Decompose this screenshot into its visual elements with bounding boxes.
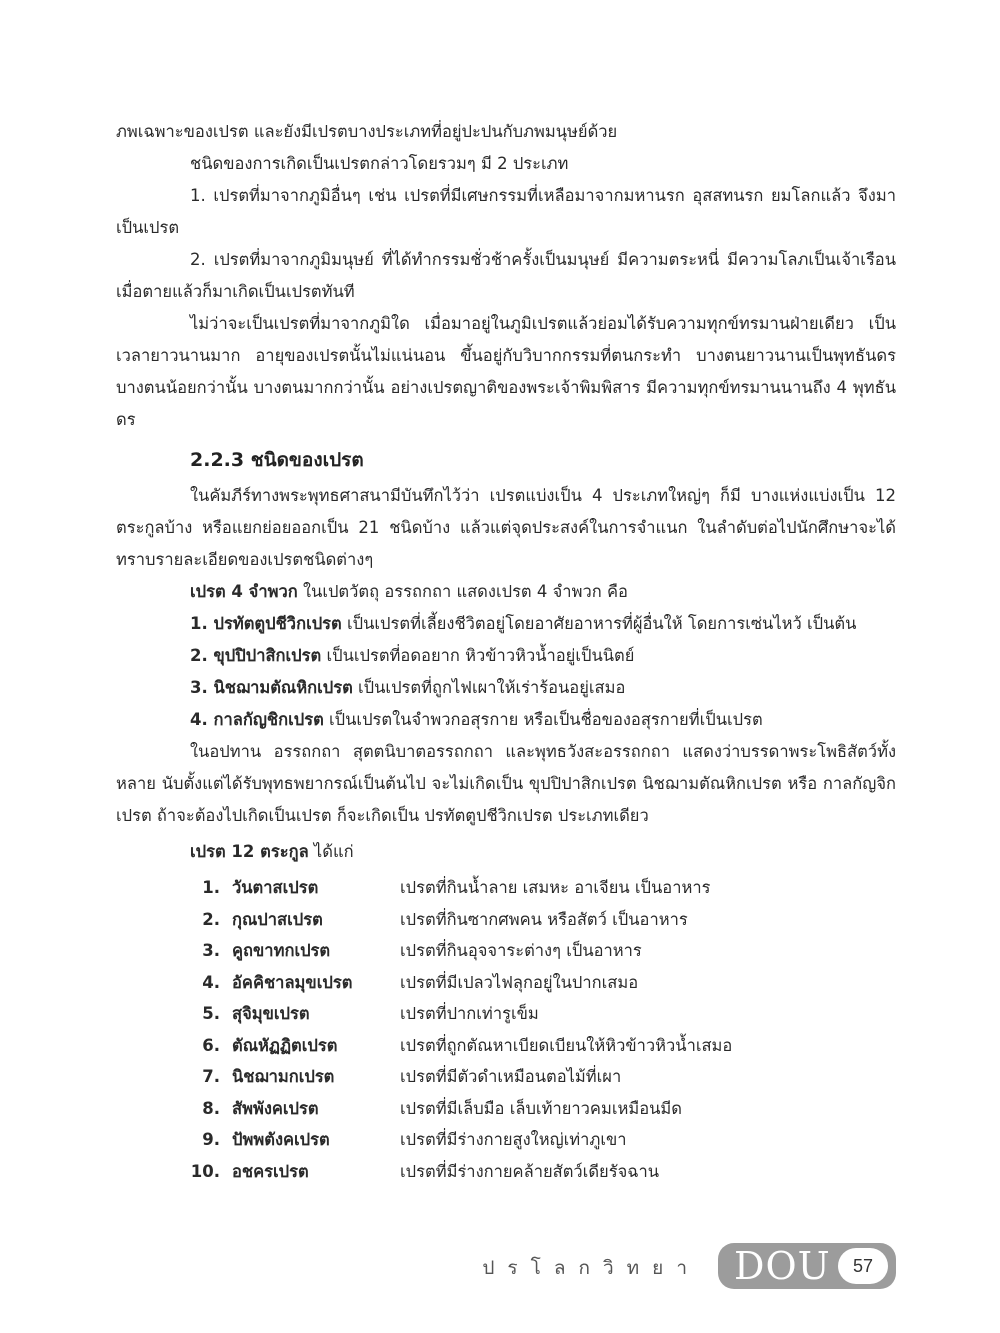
paragraph-type-2: 2. เปรตที่มาจากภูมิมนุษย์ ที่ได้ทำกรรมชั่วช้าครั้งเป็นมนุษย์ มีความตระหนี่ มีความโลภเป็นเจ้าเรือน เมื่อตายแล้วก็มาเกิดเป็นเปรตทันที — [116, 250, 896, 301]
four-group-item — [116, 640, 896, 672]
list-item — [116, 998, 896, 1030]
list-item — [116, 1124, 896, 1156]
item-number: 10. — [190, 1161, 220, 1181]
item-name: คูถขาทกเปรต — [232, 941, 331, 960]
paragraph-apadana: ในอปทาน อรรถกถา สุตตนิบาตอรรถกถา และพุทธวังสะอรรถกถา แสดงว่าบรรดาพระโพธิสัตว์ทั้งหลาย นับตั้งแต่ได้รับพุทธพยากรณ์เป็นต้นไป จะไม่เกิดเป็น ขุปปิปาสิกเปรต นิชฌามตัณหิกเปรต หรือ กาลกัญจิกเปรต ถ้าจะต้องไปเกิดเป็นเปรต ก็จะเกิดเป็น ปรทัตตูปชีวิกเปรต ประเภทเดียว — [116, 742, 896, 825]
four-group-item-title: 2. ขุปปิปาสิกเปรต — [190, 646, 322, 665]
item-description: เปรตที่กินซากศพคน หรือสัตว์ เป็นอาหาร — [400, 909, 688, 929]
item-name: สุจิมุขเปรต — [232, 1004, 310, 1023]
item-number: 9. — [202, 1130, 220, 1149]
item-description: เปรตที่มีตัวดำเหมือนตอไม้ที่เผา — [400, 1067, 622, 1086]
list-item — [116, 1156, 896, 1188]
list-item — [116, 904, 896, 936]
paragraph-suffering: ไม่ว่าจะเป็นเปรตที่มาจากภูมิใด เมื่อมาอยู่ในภูมิเปรตแล้วย่อมได้รับความทุกข์ทรมานฝ่ายเดียว เป็นเวลายาวนานมาก อายุของเปรตนั้นไม่แน่นอน ขึ้นอยู่กับวิบากกรรมที่ตนกระทำ บางตนยาวนานเป็นพุทธันดร บางตนน้อยกว่านั้น บางตนมากกว่านั้น อย่างเปรตญาติของพระเจ้าพิมพิสาร มีความทุกข์ทรมานนานถึง 4 พุทธันดร — [116, 314, 896, 429]
item-number: 8. — [202, 1098, 220, 1118]
item-number: 1. — [202, 878, 220, 897]
item-description: เปรตที่กินอุจจาระต่างๆ เป็นอาหาร — [400, 941, 642, 960]
item-number: 3. — [202, 941, 220, 960]
four-group-item-text: เป็นเปรตในจำพวกอสุรกาย หรือเป็นชื่อของอสุรกายที่เป็นเปรต — [323, 710, 763, 729]
item-name: ปัพพตังคเปรต — [232, 1130, 330, 1149]
four-group-item-text: เป็นเปรตที่เลี้ยงชีวิตอยู่โดยอาศัยอาหารที่ผู้อื่นให้ โดยการเซ่นไหว้ เป็นต้น — [341, 614, 857, 633]
item-description: เปรตที่มีเปลวไฟลุกอยู่ในปากเสมอ — [400, 972, 639, 992]
item-name: กุณปาสเปรต — [232, 909, 323, 929]
item-name: วันตาสเปรต — [232, 878, 319, 897]
item-description: เปรตที่มีร่างกายสูงใหญ่เท่าภูเขา — [400, 1130, 627, 1149]
list-item — [116, 1061, 896, 1093]
page-number: 57 — [838, 1248, 888, 1284]
paragraph-continuation: ภพเฉพาะของเปรต และยังมีเปรตบางประเภทที่อยู่ปะปนกับภพมนุษย์ด้วย — [116, 122, 618, 141]
four-group-item-title: 3. นิชฌามตัณหิกเปรต — [190, 678, 353, 697]
four-groups-lead-rest: ในเปตวัตถุ อรรถกถา แสดงเปรต 4 จำพวก คือ — [297, 582, 628, 601]
paragraph-section-intro: ในคัมภีร์ทางพระพุทธศาสนามีบันทึกไว้ว่า เปรตแบ่งเป็น 4 ประเภทใหญ่ๆ ก็มี บางแห่งแบ่งเป็น 12 ตระกูลบ้าง หรือแยกย่อยออกเป็น 21 ชนิดบ้าง แล้วแต่จุดประสงค์ในการจำแนก ในลำดับต่อไปนักศึกษาจะได้ทราบรายละเอียดของเปรตชนิดต่างๆ — [116, 486, 896, 569]
page-badge — [718, 1243, 896, 1289]
four-group-item-title: 1. ปรทัตตูปชีวิกเปรต — [190, 614, 342, 633]
four-groups-lead-bold: เปรต 4 จำพวก — [190, 582, 298, 601]
item-number: 5. — [202, 1004, 220, 1023]
section-heading: 2.2.3 ชนิดของเปรต — [190, 449, 364, 471]
four-groups-lead — [116, 576, 896, 608]
four-group-item-title: 4. กาลกัญชิกเปรต — [190, 710, 324, 729]
list-item — [116, 872, 896, 904]
paragraph-types-intro: ชนิดของการเกิดเป็นเปรตกล่าวโดยรวมๆ มี 2 ประเภท — [190, 154, 569, 173]
list-item — [116, 967, 896, 999]
twelve-clans-lead — [116, 836, 896, 868]
four-group-item-text: เป็นเปรตที่อดอยาก หิวข้าวหิวน้ำอยู่เป็นนิตย์ — [321, 646, 635, 665]
item-description: เปรตที่ถูกตัณหาเบียดเบียนให้หิวข้าวหิวน้ำเสมอ — [400, 1035, 733, 1055]
dou-logo: DOU — [734, 1244, 831, 1288]
item-description: เปรตที่ปากเท่ารูเข็ม — [400, 1004, 539, 1023]
twelve-clans-lead-rest: ได้แก่ — [308, 842, 354, 861]
list-item — [116, 1030, 896, 1062]
item-number: 2. — [202, 909, 220, 929]
four-group-item — [116, 704, 896, 736]
four-group-item-text: เป็นเปรตที่ถูกไฟเผาให้เร่าร้อนอยู่เสมอ — [352, 678, 626, 697]
item-description: เปรตที่มีเล็บมือ เล็บเท้ายาวคมเหมือนมีด — [400, 1098, 682, 1118]
paragraph-type-1: 1. เปรตที่มาจากภูมิอื่นๆ เช่น เปรตที่มีเศษกรรมที่เหลือมาจากมหานรก อุสสทนรก ยมโลกแล้ว จึงมาเป็นเปรต — [116, 186, 896, 237]
body-text — [116, 116, 896, 1187]
item-name: อชครเปรต — [232, 1161, 309, 1181]
page-footer — [0, 1243, 1000, 1293]
list-item — [116, 935, 896, 967]
item-description: เปรตที่กินน้ำลาย เสมหะ อาเจียน เป็นอาหาร — [400, 878, 711, 897]
twelve-clans-list — [116, 872, 896, 1187]
item-number: 7. — [202, 1067, 220, 1086]
item-name: ตัณหัฏฏิตเปรต — [232, 1035, 338, 1055]
list-item — [116, 1093, 896, 1125]
item-number: 6. — [202, 1035, 220, 1055]
item-name: อัคคิชาลมุขเปรต — [232, 972, 353, 992]
item-name: นิชฌามกเปรต — [232, 1067, 335, 1086]
item-number: 4. — [202, 972, 220, 992]
four-group-item — [116, 672, 896, 704]
twelve-clans-lead-bold: เปรต 12 ตระกูล — [190, 842, 309, 861]
item-name: สัพพังคเปรต — [232, 1098, 319, 1118]
item-description: เปรตที่มีร่างกายคล้ายสัตว์เดียรัจฉาน — [400, 1161, 660, 1181]
book-title: ปรโลกวิทยา — [482, 1257, 700, 1279]
four-group-item — [116, 608, 896, 640]
